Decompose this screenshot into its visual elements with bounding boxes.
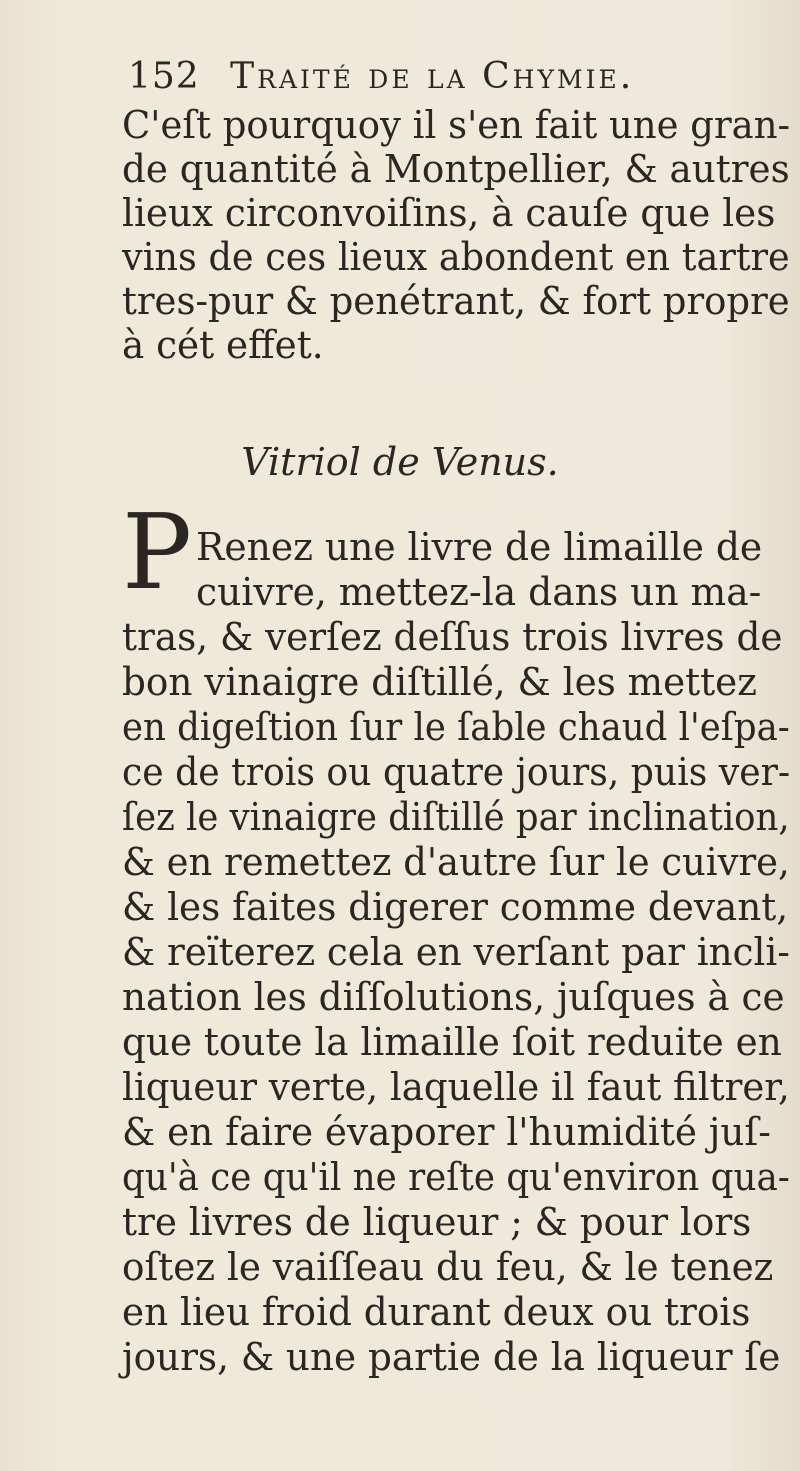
intro-line: tres-pur & penétrant, & fort propre — [122, 279, 790, 323]
body-line: cuivre, mettez-la dans un ma- — [196, 570, 762, 614]
running-head — [128, 56, 634, 97]
intro-line: de quantité à Montpellier, & autres — [122, 147, 790, 191]
body-line: que toute la limaille ſoit reduite en — [122, 1020, 782, 1064]
body-line: bon vinaigre diſtillé, & les mettez — [122, 660, 757, 704]
body-line: ſez le vinaigre diſtillé par inclination, — [122, 795, 790, 839]
body-line: Renez une livre de limaille de — [196, 525, 763, 569]
page-number: 152 — [128, 56, 200, 97]
body-line: tras, & verſez deſſus trois livres de — [122, 615, 783, 659]
drop-cap: P — [122, 491, 192, 613]
body-line: & en remettez d'autre ſur le cuivre, — [122, 840, 790, 884]
body-line: qu'à ce qu'il ne reſte qu'environ qua- — [122, 1155, 790, 1199]
running-title: Traité de la Chymie. — [230, 56, 635, 97]
body-line: en lieu froid durant deux ou trois — [122, 1290, 751, 1334]
intro-line: vins de ces lieux abondent en tartre — [122, 235, 790, 279]
intro-line: C'eſt pourquoy il s'en fait une gran- — [122, 103, 791, 147]
body-line: ce de trois ou quatre jours, puis ver- — [122, 750, 791, 794]
intro-line: à cét effet. — [122, 323, 324, 367]
intro-line: lieux circonvoiſins, à cauſe que les — [122, 191, 776, 235]
body-line: en digeſtion ſur le ſable chaud l'eſpa- — [122, 705, 790, 749]
body-line: & les faites digerer comme devant, — [122, 885, 789, 929]
body-line: tre livres de liqueur ; & pour lors — [122, 1200, 752, 1244]
section-heading: Vitriol de Venus. — [241, 440, 559, 484]
body-line: liqueur verte, laquelle il faut filtrer, — [122, 1065, 790, 1109]
body-line: oſtez le vaiſſeau du feu, & le tenez — [122, 1245, 774, 1289]
body-line: nation les diſſolutions, juſques à ce — [122, 975, 785, 1019]
body-line: & en faire évaporer l'humidité juſ- — [122, 1110, 771, 1154]
body-line: jours, & une partie de la liqueur ſe — [122, 1335, 781, 1379]
body-line: & reïterez cela en verſant par incli- — [122, 930, 790, 974]
